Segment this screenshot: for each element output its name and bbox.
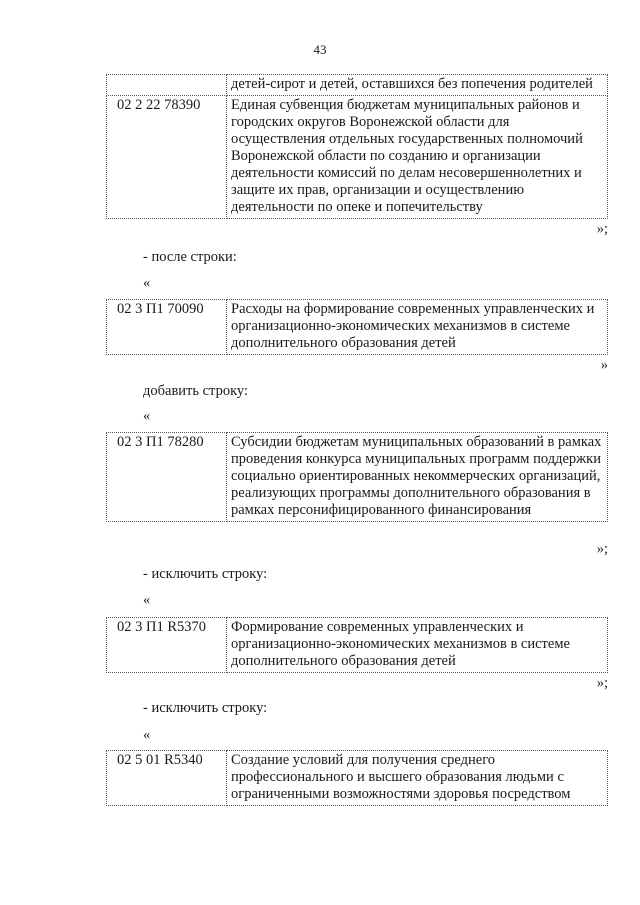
opening-quote: «	[143, 727, 151, 743]
budget-description: Создание условий для получения среднего профессионального и высшего образования людьми с ограниченными возможностями здоровья посредством	[227, 751, 608, 806]
budget-table-3	[106, 432, 608, 522]
opening-quote: «	[143, 592, 151, 608]
page-number: 43	[313, 42, 327, 57]
budget-table-4	[106, 617, 608, 673]
closing-quote: »;	[596, 221, 608, 237]
table-row	[107, 618, 608, 673]
budget-description: Единая субвенция бюджетам муниципальных районов и городских округов Воронежской области для осуществления отдельных государственных полномочий Воронежской области по созданию и организации деятельности комиссий по делам несовершеннолетних и защите их прав, организации и осуществлению деятельности по опеке и попечительству	[227, 96, 608, 219]
closing-quote: »;	[596, 675, 608, 691]
closing-quote: »	[600, 357, 608, 373]
budget-code: 02 5 01 R5340	[107, 751, 227, 806]
instruction-text: - исключить строку:	[143, 566, 268, 582]
instruction-text: добавить строку:	[143, 383, 248, 399]
table-row	[107, 96, 608, 219]
table-row	[107, 433, 608, 522]
table-row	[107, 300, 608, 355]
budget-table-1	[106, 74, 608, 219]
budget-code: 02 3 П1 70090	[107, 300, 227, 355]
budget-table-5	[106, 750, 608, 806]
budget-description: детей-сирот и детей, оставшихся без попечения родителей	[227, 75, 608, 96]
budget-table-2	[106, 299, 608, 355]
budget-code: 02 3 П1 78280	[107, 433, 227, 522]
instruction-text: - после строки:	[143, 249, 237, 265]
opening-quote: «	[143, 275, 151, 291]
table-row	[107, 75, 608, 96]
opening-quote: «	[143, 408, 151, 424]
budget-description: Субсидии бюджетам муниципальных образований в рамках проведения конкурса муниципальных программ поддержки социально ориентированных некоммерческих организаций, реализующих программы дополнительного образования в рамках персонифицированного финансирования	[227, 433, 608, 522]
table-row	[107, 751, 608, 806]
budget-code: 02 3 П1 R5370	[107, 618, 227, 673]
budget-description: Формирование современных управленческих и организационно-экономических механизмов в системе дополнительного образования детей	[227, 618, 608, 673]
closing-quote: »;	[596, 541, 608, 557]
budget-code: 02 2 22 78390	[107, 96, 227, 219]
instruction-text: - исключить строку:	[143, 700, 268, 716]
budget-description: Расходы на формирование современных управленческих и организационно-экономических механизмов в системе дополнительного образования детей	[227, 300, 608, 355]
budget-code	[107, 75, 227, 96]
